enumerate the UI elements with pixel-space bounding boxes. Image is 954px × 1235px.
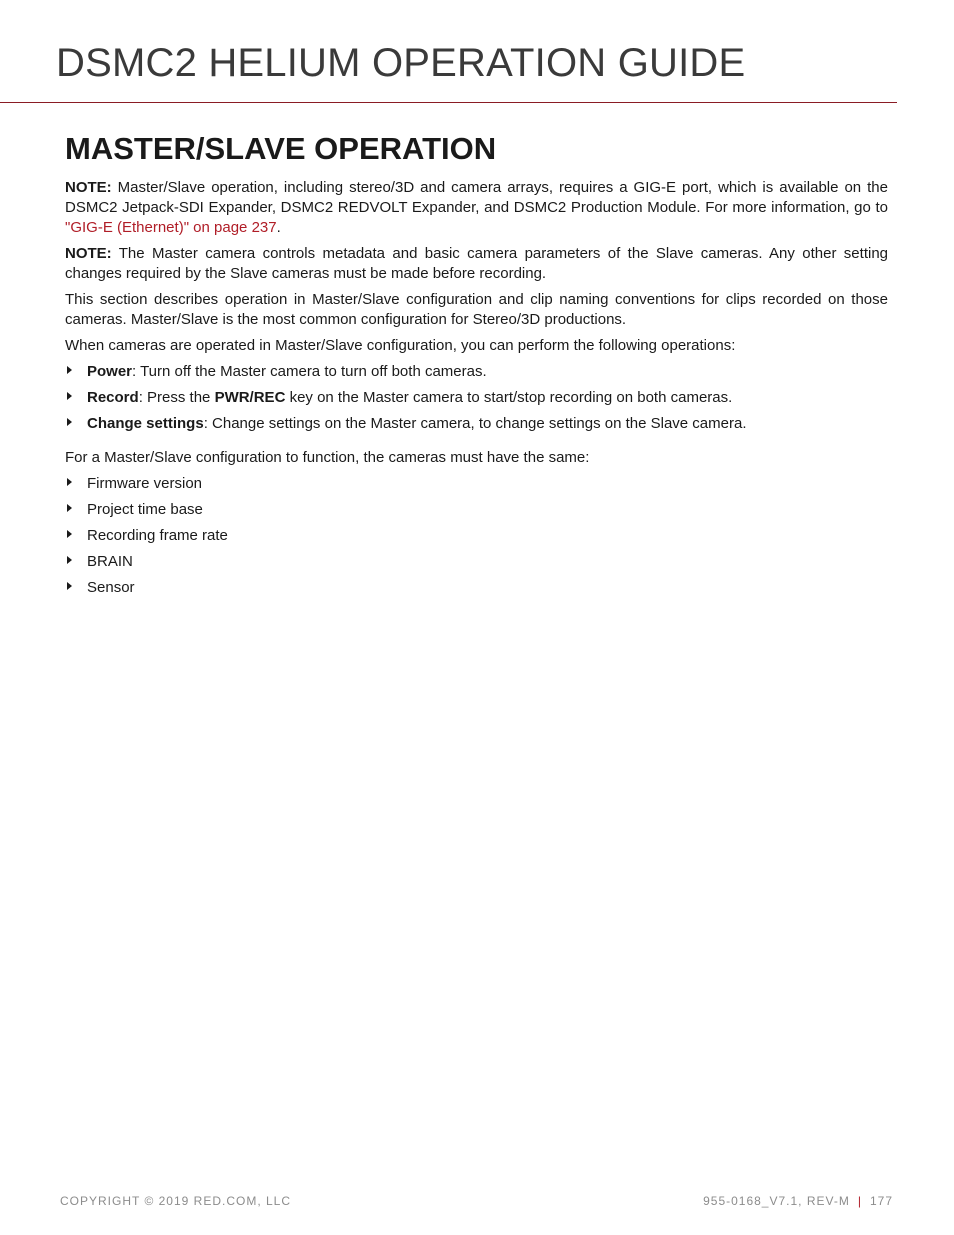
list-item-text: : Turn off the Master camera to turn off both cameras. — [132, 363, 487, 380]
list-item — [65, 414, 888, 434]
guide-title: DSMC2 HELIUM OPERATION GUIDE — [56, 41, 746, 85]
list-item — [65, 578, 888, 598]
footer-page-info — [703, 1194, 893, 1208]
note-label: NOTE: — [65, 245, 112, 262]
footer-separator: | — [857, 1194, 862, 1208]
page-number: 177 — [869, 1194, 893, 1208]
list-item — [65, 552, 888, 572]
bullet-arrow-icon — [67, 478, 72, 486]
pwr-rec-key: PWR/REC — [214, 389, 286, 406]
list-item — [65, 362, 888, 382]
note-paragraph — [65, 244, 888, 284]
footer-doc-id: 955-0168_V7.1, REV-M — [703, 1194, 850, 1208]
list-item-term: Record — [87, 389, 139, 406]
list-item-text: Sensor — [87, 579, 135, 596]
note-text: Master/Slave operation, including stereo/3D and camera arrays, requires a GIG-E port, which is available on the DSMC2 Jetpack-SDI Expander, DSMC2 REDVOLT Expander, and DSMC2 Production Module. For more information, go to — [65, 179, 888, 216]
note-text: The Master camera controls metadata and basic camera parameters of the Slave cameras. Any other setting changes required by the Slave cameras must be made before recording. — [65, 245, 888, 282]
section-title: MASTER/SLAVE OPERATION — [65, 131, 497, 166]
note-label: NOTE: — [65, 179, 112, 196]
bullet-arrow-icon — [67, 556, 72, 564]
note-tail: . — [276, 219, 281, 236]
list-item-term: Power — [87, 363, 133, 380]
requirements-intro: For a Master/Slave configuration to function, the cameras must have the same: — [65, 449, 590, 466]
list-item — [65, 388, 888, 408]
header-divider — [0, 102, 897, 103]
bullet-arrow-icon — [67, 582, 72, 590]
list-item-text: : Change settings on the Master camera, to change settings on the Slave camera. — [203, 415, 747, 432]
intro-paragraph: This section describes operation in Master/Slave configuration and clip naming conventions for clips recorded on those cameras. Master/Slave is the most common configuration for Stereo/3D productions. — [65, 291, 888, 328]
note-paragraph — [65, 178, 888, 238]
list-item-text: : Press the — [138, 389, 215, 406]
gig-e-link[interactable]: "GIG-E (Ethernet)" on page 237 — [65, 219, 277, 236]
list-item-text: Project time base — [87, 501, 203, 518]
list-item — [65, 500, 888, 520]
list-item-text: key on the Master camera to start/stop recording on both cameras. — [285, 389, 733, 406]
operations-intro: When cameras are operated in Master/Slave configuration, you can perform the following operations: — [65, 337, 736, 354]
footer-copyright: COPYRIGHT © 2019 RED.COM, LLC — [60, 1194, 292, 1208]
list-item-text: BRAIN — [87, 553, 133, 570]
list-item-text: Firmware version — [87, 475, 203, 492]
bullet-arrow-icon — [67, 530, 72, 538]
list-item — [65, 474, 888, 494]
bullet-arrow-icon — [67, 418, 72, 426]
operations-list — [65, 362, 888, 434]
requirements-list — [65, 474, 888, 598]
list-item — [65, 526, 888, 546]
main-content — [65, 130, 888, 604]
bullet-arrow-icon — [67, 504, 72, 512]
bullet-arrow-icon — [67, 366, 72, 374]
list-item-text: Recording frame rate — [87, 527, 228, 544]
bullet-arrow-icon — [67, 392, 72, 400]
list-item-term: Change settings — [87, 415, 204, 432]
